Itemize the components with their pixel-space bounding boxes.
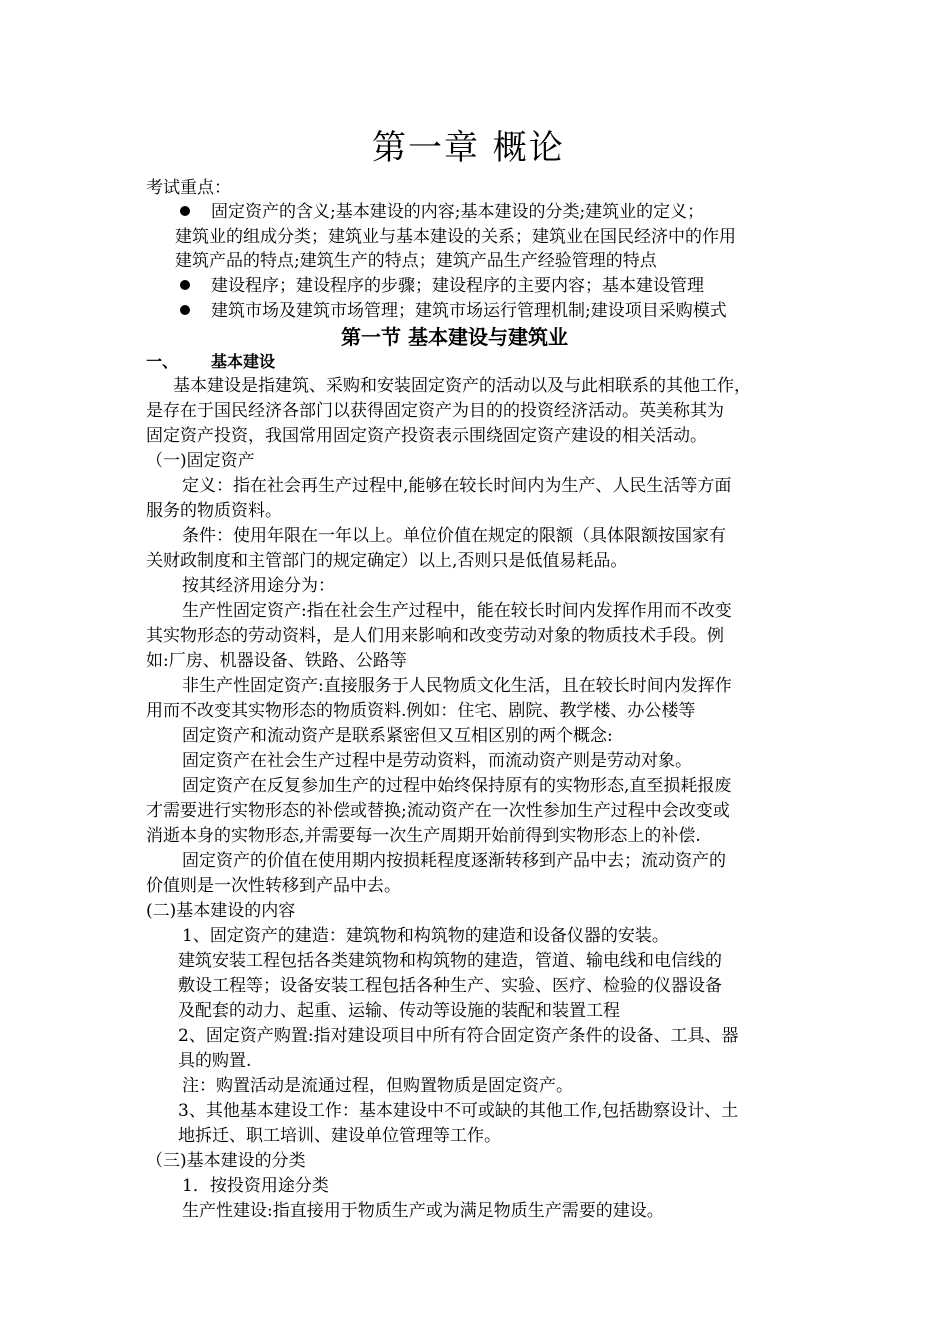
- body-line: 其实物形态的劳动资料，是人们用来影响和改变劳动对象的物质技术手段。例: [146, 626, 724, 646]
- body-line: 1．按投资用途分类: [182, 1176, 329, 1196]
- bullet-continuation: 建筑业的组成分类；建筑业与基本建设的关系；建筑业在国民经济中的作用: [175, 227, 736, 247]
- heading-number: 一、: [146, 352, 179, 371]
- bullet-item: 建设程序；建设程序的步骤；建设程序的主要内容；基本建设管理: [211, 276, 704, 296]
- body-line: 固定资产在社会生产过程中是劳动资料，而流动资产则是劳动对象。: [182, 751, 692, 771]
- body-line: 3、其他基本建设工作：基本建设中不可或缺的其他工作,包括勘察设计、土: [178, 1101, 739, 1121]
- chapter-title: 第一章 概论: [372, 128, 565, 168]
- body-line: 关财政制度和主管部门的规定确定）以上,否则只是低值易耗品。: [146, 551, 628, 571]
- body-line: 才需要进行实物形态的补偿或替换;流动资产在一次性参加生产过程中会改变或: [146, 801, 730, 821]
- body-line: 固定资产和流动资产是联系紧密但又互相区别的两个概念:: [182, 726, 613, 746]
- body-line: 建筑安装工程包括各类建筑物和构筑物的建造，管道、输电线和电信线的: [178, 951, 722, 971]
- body-line: 生产性建设:指直接用于物质生产或为满足物质生产需要的建设。: [182, 1201, 664, 1221]
- body-line: 基本建设是指建筑、采购和安装固定资产的活动以及与此相联系的其他工作，: [173, 376, 751, 396]
- body-line: 定义：指在社会再生产过程中,能够在较长时间内为生产、人民生活等方面: [182, 476, 732, 496]
- body-line: 条件：使用年限在一年以上。单位价值在规定的限额（具体限额按国家有: [182, 526, 726, 546]
- subheading: (二)基本建设的内容: [146, 901, 296, 921]
- body-line: 消逝本身的实物形态,并需要每一次生产周期开始前得到实物形态上的补偿.: [146, 826, 701, 846]
- body-line: 用而不改变其实物形态的物质资料.例如：住宅、剧院、教学楼、办公楼等: [146, 701, 696, 721]
- heading-text: 基本建设: [211, 352, 276, 371]
- exam-points-label: 考试重点：: [146, 178, 231, 198]
- body-line: 具的购置.: [178, 1051, 252, 1071]
- body-line: 按其经济用途分为：: [182, 576, 335, 596]
- body-line: 固定资产的价值在使用期内按损耗程度逐渐转移到产品中去；流动资产的: [182, 851, 726, 871]
- bullet-dot: [180, 206, 190, 216]
- body-line: 地拆迁、职工培训、建设单位管理等工作。: [178, 1126, 501, 1146]
- body-line: 敷设工程等；设备安装工程包括各种生产、实验、医疗、检验的仪器设备: [178, 976, 722, 996]
- body-line: 2、固定资产购置:指对建设项目中所有符合固定资产条件的设备、工具、器: [178, 1026, 739, 1046]
- section-title: 第一节 基本建设与建筑业: [341, 325, 568, 349]
- body-line: 1、固定资产的建造：建筑物和构筑物的建造和设备仪器的安装。: [182, 926, 669, 946]
- body-line: 是存在于国民经济各部门以获得固定资产为目的的投资经济活动。英美称其为: [146, 401, 724, 421]
- body-line: 如:厂房、机器设备、铁路、公路等: [146, 651, 407, 671]
- body-line: 固定资产在反复参加生产的过程中始终保持原有的实物形态,直至损耗报废: [182, 776, 732, 796]
- bullet-dot: [180, 305, 190, 315]
- body-line: 固定资产投资，我国常用固定资产投资表示围绕固定资产建设的相关活动。: [146, 426, 707, 446]
- body-line: 及配套的动力、起重、运输、传动等设施的装配和装置工程: [178, 1001, 620, 1021]
- subheading: （三)基本建设的分类: [146, 1151, 306, 1171]
- bullet-continuation: 建筑产品的特点;建筑生产的特点；建筑产品生产经验管理的特点: [175, 251, 657, 271]
- body-line: 服务的物质资料。: [146, 501, 282, 521]
- body-line: 价值则是一次性转移到产品中去。: [146, 876, 401, 896]
- body-line: 注：购置活动是流通过程，但购置物质是固定资产。: [182, 1076, 573, 1096]
- body-line: 非生产性固定资产:直接服务于人民物质文化生活，且在较长时间内发挥作: [182, 676, 732, 696]
- bullet-item: 建筑市场及建筑市场管理；建筑市场运行管理机制;建设项目采购模式: [211, 301, 727, 321]
- subheading: （一)固定资产: [146, 451, 255, 471]
- body-line: 生产性固定资产:指在社会生产过程中，能在较长时间内发挥作用而不改变: [182, 601, 732, 621]
- bullet-dot: [180, 280, 190, 290]
- bullet-item: 固定资产的含义;基本建设的内容;基本建设的分类;建筑业的定义；: [211, 202, 705, 222]
